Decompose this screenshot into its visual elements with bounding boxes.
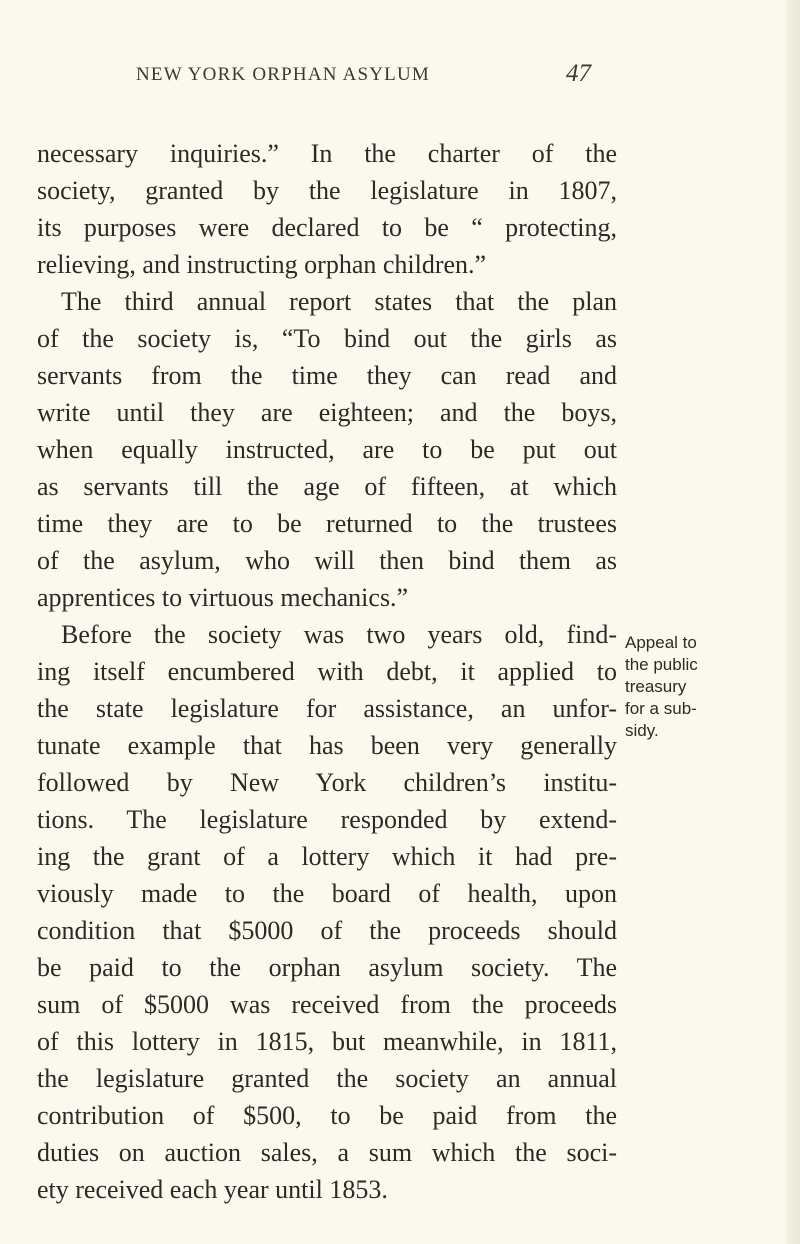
text-line: relieving, and instructing orphan children.” xyxy=(37,250,487,279)
text-line: followed by New York children’s institu- xyxy=(37,768,617,797)
text-line: tions. The legislature responded by extend- xyxy=(37,805,617,834)
text-line: condition that $5000 of the proceeds should xyxy=(37,916,617,945)
margin-note-line: sidy. xyxy=(625,721,659,740)
text-line: Before the society was two years old, find- xyxy=(61,620,617,649)
text-line: tunate example that has been very generally xyxy=(37,731,617,760)
text-line: society, granted by the legislature in 1807, xyxy=(37,176,617,205)
margin-note-line: the public xyxy=(625,655,698,674)
text-line: be paid to the orphan asylum society. The xyxy=(37,953,617,982)
text-line: ing itself encumbered with debt, it applied to xyxy=(37,657,617,686)
text-line: viously made to the board of health, upon xyxy=(37,879,617,908)
text-line: write until they are eighteen; and the boys, xyxy=(37,398,617,427)
text-line: sum of $5000 was received from the proceeds xyxy=(37,990,617,1019)
margin-note-line: treasury xyxy=(625,677,687,696)
text-line: apprentices to virtuous mechanics.” xyxy=(37,583,409,612)
text-line: the state legislature for assistance, an unfor- xyxy=(37,694,617,723)
text-line: when equally instructed, are to be put out xyxy=(37,435,617,464)
margin-note xyxy=(625,632,795,742)
running-head: NEW YORK ORPHAN ASYLUM xyxy=(136,64,431,85)
text-line: time they are to be returned to the trustees xyxy=(37,509,617,538)
text-line: necessary inquiries.” In the charter of the xyxy=(37,139,617,168)
text-line: ety received each year until 1853. xyxy=(37,1175,388,1204)
text-line: as servants till the age of fifteen, at which xyxy=(37,472,617,501)
text-line: contribution of $500, to be paid from the xyxy=(37,1101,617,1130)
text-line: ing the grant of a lottery which it had pre- xyxy=(37,842,617,871)
text-line: duties on auction sales, a sum which the soci- xyxy=(37,1138,617,1167)
text-line: its purposes were declared to be “ protecting, xyxy=(37,213,617,242)
margin-note-line: Appeal to xyxy=(625,633,697,652)
text-line: the legislature granted the society an annual xyxy=(37,1064,617,1093)
text-line: of the asylum, who will then bind them as xyxy=(37,546,617,575)
text-line: of this lottery in 1815, but meanwhile, in 1811, xyxy=(37,1027,617,1056)
margin-note-line: for a sub- xyxy=(625,699,697,718)
text-line: The third annual report states that the plan xyxy=(61,287,617,316)
text-line: servants from the time they can read and xyxy=(37,361,617,390)
page-number: 47 xyxy=(566,60,591,87)
page-edge xyxy=(786,0,800,1244)
text-line: of the society is, “To bind out the girls as xyxy=(37,324,617,353)
